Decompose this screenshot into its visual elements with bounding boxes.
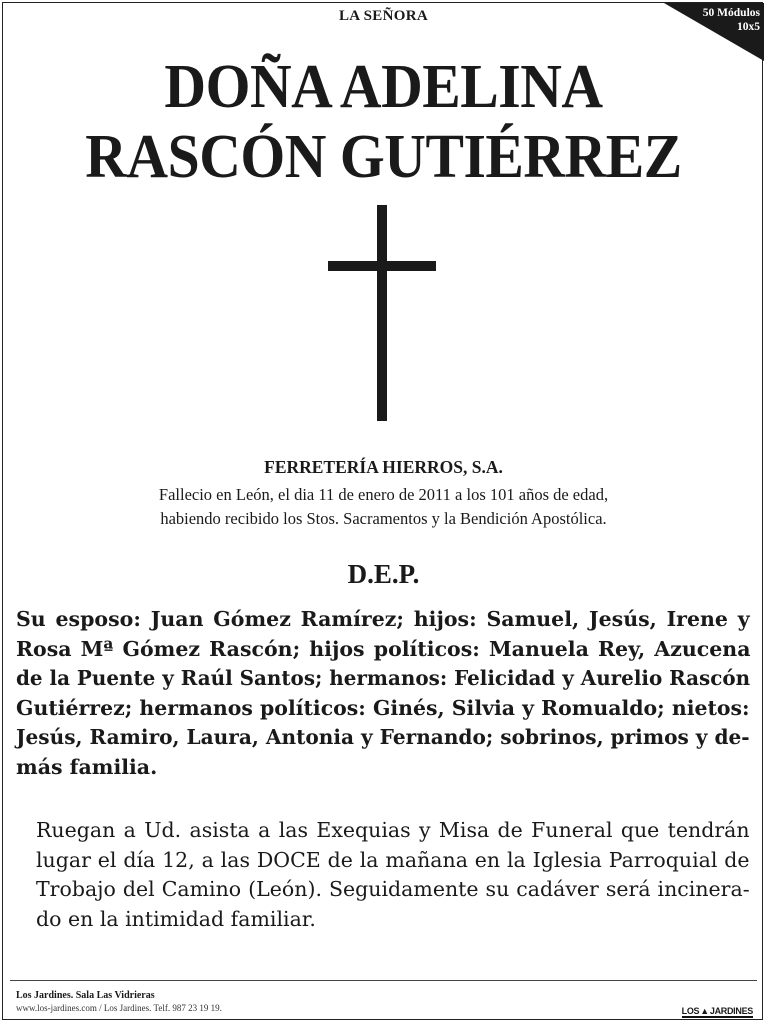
family-line: de la Puente y Raúl Santos; hermanos: Felicidad y Aurelio Rascón [16,666,751,690]
deceased-name-line2: RASCÓN GUTIÉRREZ [85,123,682,191]
family-line: Gutiérrez; hermanos políticos: Ginés, Silvia y Romualdo; nietos: [16,695,750,720]
service-line: Ruegan a Ud. asista a las Exequias y Misa de Funeral que tendrán [36,818,750,842]
funeral-home-contact: www.los-jardines.com / Los Jardines. Telf. 987 23 19 19. [16,1003,222,1013]
company-name: FERRETERÍA HIERROS, S.A. [264,457,503,477]
service-line: Trobajo del Camino (León). Seguidamente su cadáver será incinera- [36,877,750,901]
death-notice-line1: Fallecio en León, el dia 11 de enero de 2011 a los 101 años de edad, [158,485,609,504]
service-line: do en la intimidad familiar. [36,906,316,931]
cross-icon [325,205,439,421]
module-count: 50 Módulos [702,7,760,19]
tree-mark-icon: ▲ [700,1006,709,1016]
funeral-home-logo [682,1002,753,1018]
module-dimensions: 10x5 [737,21,760,33]
deceased-name-line1: DOÑA ADELINA [164,53,603,121]
logo-text-left: LOS [681,1006,700,1016]
death-notice-line2: habiendo recibido los Stos. Sacramentos y la Bendición Apostólica. [160,509,607,528]
funeral-home-name: Los Jardines. Sala Las Vidrieras [16,990,155,1001]
logo-text-right: JARDINES [709,1006,753,1016]
family-line: Jesús, Ramiro, Laura, Antonia y Fernando; sobrinos, primos y de- [16,725,750,749]
family-line: Su esposo: Juan Gómez Ramírez; hijos: Samuel, Jesús, Irene y [16,607,750,631]
honorific: LA SEÑORA [339,8,428,24]
family-line: más familia. [16,754,158,779]
rest-in-peace: D.E.P. [347,559,420,589]
family-line: Rosa Mª Gómez Rascón; hijos políticos: Manuela Rey, Azucena [16,636,751,661]
footer-divider [10,980,757,981]
service-line: lugar el día 12, a las DOCE de la mañana en la Iglesia Parroquial de [36,847,750,872]
